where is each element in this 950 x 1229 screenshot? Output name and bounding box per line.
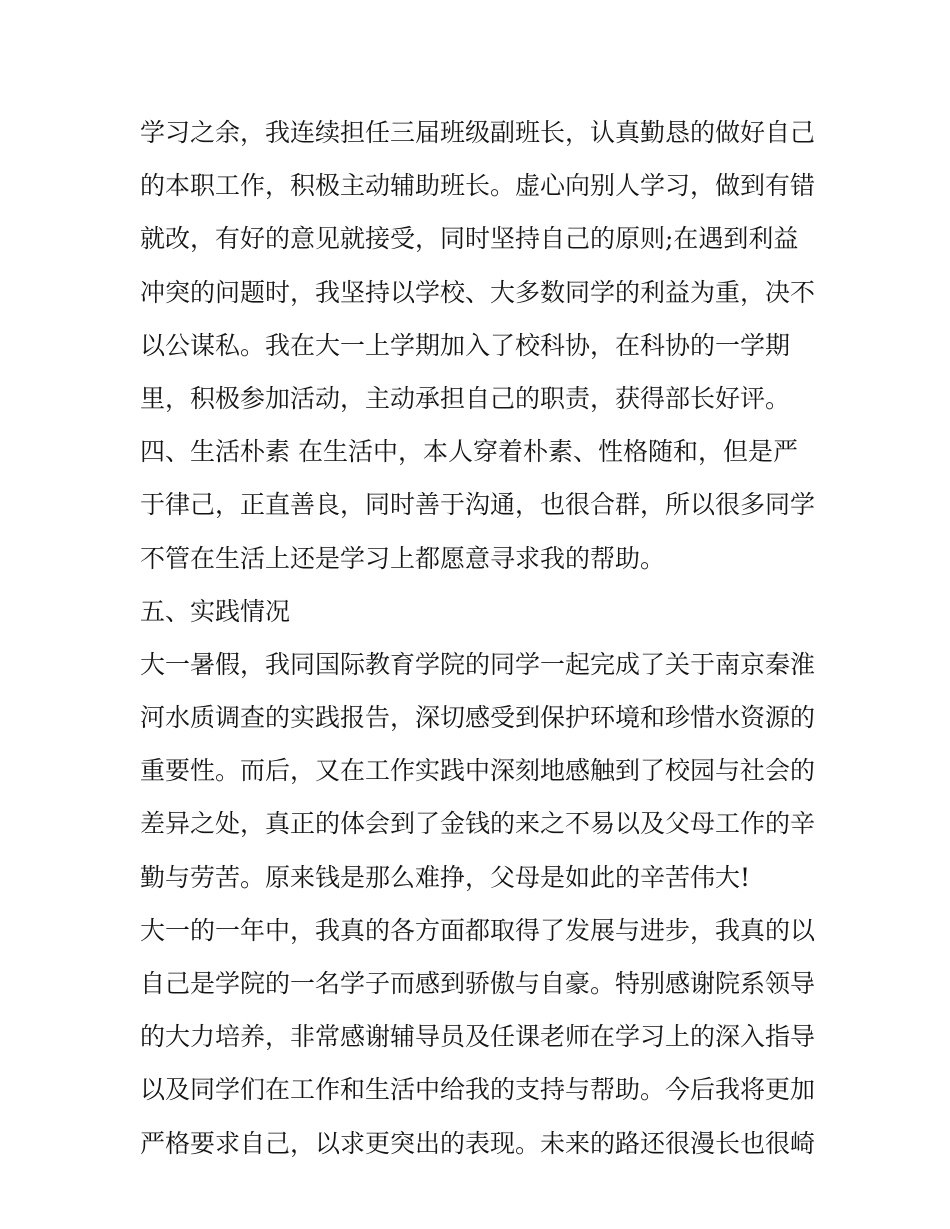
- text-line: 河水质调查的实践报告，深切感受到保护环境和珍惜水资源的: [140, 703, 816, 733]
- text-line: 里，积极参加活动，主动承担自己的职责，获得部长好评。: [140, 383, 791, 413]
- section-heading-4: 四、生活朴素 在生活中，本人穿着朴素、性格随和，但是严: [140, 437, 798, 467]
- text-line: 大一暑假，我同国际教育学院的同学一起完成了关于南京秦淮: [140, 649, 816, 679]
- text-line: 以公谋私。我在大一上学期加入了校科协，在科协的一学期: [140, 330, 791, 360]
- text-line: 于律己，正直善良，同时善于沟通，也很合群，所以很多同学: [140, 490, 816, 520]
- text-line: 严格要求自己，以求更突出的表现。未来的路还很漫长也很崎: [140, 1128, 816, 1158]
- text-line: 就改，有好的意见就接受，同时坚持自己的原则;在遇到利益: [140, 224, 799, 254]
- text-line: 冲突的问题时，我坚持以学校、大多数同学的利益为重，决不: [140, 277, 816, 307]
- section-heading-5: 五、实践情况: [140, 596, 291, 626]
- text-line: 差异之处，真正的体会到了金钱的来之不易以及父母工作的辛: [140, 809, 816, 839]
- text-line: 的大力培养，非常感谢辅导员及任课老师在学习上的深入指导: [140, 1022, 816, 1052]
- text-line: 大一的一年中，我真的各方面都取得了发展与进步，我真的以: [140, 915, 816, 945]
- text-line: 不管在生活上还是学习上都愿意寻求我的帮助。: [140, 543, 666, 573]
- text-line: 自己是学院的一名学子而感到骄傲与自豪。特别感谢院系领导: [140, 969, 816, 998]
- text-line: 学习之余，我连续担任三届班级副班长，认真勤恳的做好自己: [140, 118, 816, 147]
- text-line: 的本职工作，积极主动辅助班长。虚心向别人学习，做到有错: [140, 171, 816, 201]
- text-line: 勤与劳苦。原来钱是那么难挣，父母是如此的辛苦伟大!: [140, 862, 751, 892]
- document-body: [140, 106, 820, 1170]
- text-line: 以及同学们在工作和生活中给我的支持与帮助。今后我将更加: [140, 1075, 816, 1105]
- text-line: 重要性。而后，又在工作实践中深刻地感触到了校园与社会的: [140, 756, 816, 786]
